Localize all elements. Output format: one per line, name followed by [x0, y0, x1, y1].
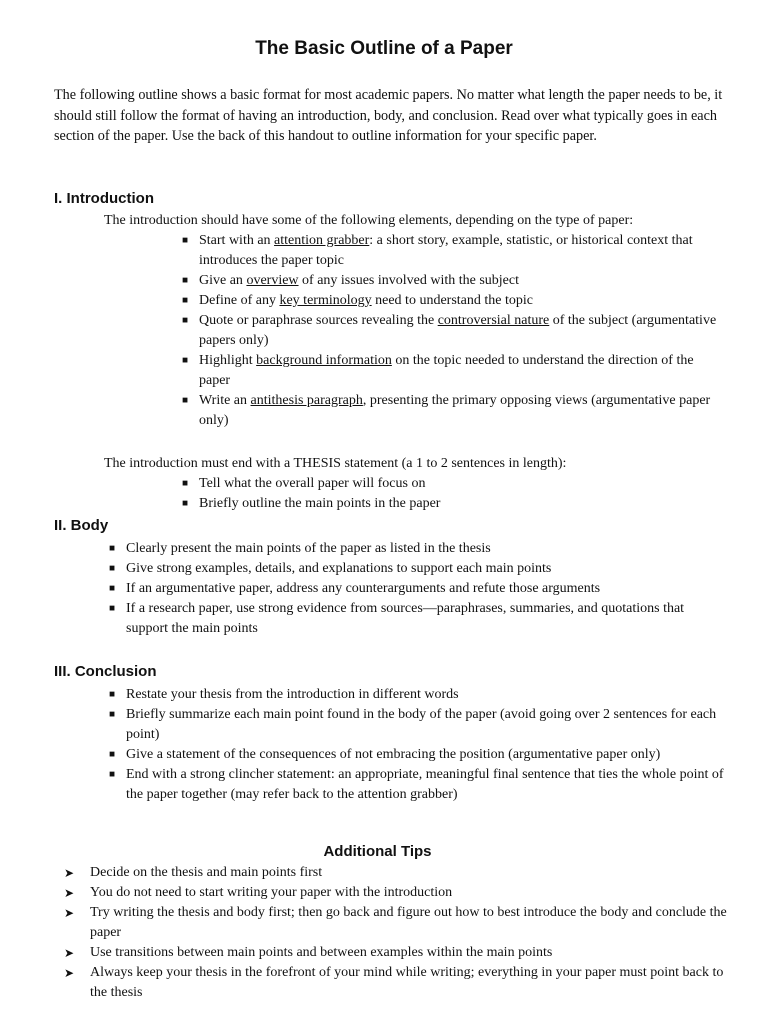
bullet-icon: ■	[108, 603, 116, 614]
arrow-bullet-icon: ➤	[64, 866, 75, 880]
bullet-icon: ■	[181, 315, 189, 326]
bullet-icon: ■	[181, 355, 189, 366]
introduction-elements-list	[181, 231, 727, 431]
bullet-icon: ■	[181, 478, 189, 489]
list-item: ■ Briefly outline the main points in the paper	[199, 494, 727, 514]
section-heading-conclusion: III. Conclusion	[54, 663, 157, 680]
arrow-bullet-icon: ➤	[64, 966, 75, 980]
list-item: ■ Quote or paraphrase sources revealing the controversial nature of the subject (argumentative papers only)	[199, 311, 727, 351]
list-item: ■ Give an overview of any issues involved with the subject	[199, 271, 727, 291]
list-item: ■ Give a statement of the consequences of not embracing the position (argumentative paper only)	[126, 745, 726, 765]
conclusion-list	[108, 685, 726, 805]
list-item: ■ Tell what the overall paper will focus on	[199, 474, 727, 494]
list-item: ■ Briefly summarize each main point found in the body of the paper (avoid going over 2 sentences for each point)	[126, 705, 726, 745]
list-item: ➤ Try writing the thesis and body first; then go back and figure out how to best introduce the body and conclude the paper	[64, 905, 727, 940]
list-item: ■ If an argumentative paper, address any counterarguments and refute those arguments	[126, 579, 726, 599]
list-item: ■ Define of any key terminology need to understand the topic	[199, 291, 727, 311]
intro-paragraph: The following outline shows a basic format for most academic papers. No matter what length the paper needs to be, it should still follow the format of having an introduction, body, and conclusion. Read over what typically goes in each section of the paper. Use the back of this handout to outline information for your specific paper.	[54, 87, 723, 144]
bullet-icon: ■	[108, 543, 116, 554]
bullet-icon: ■	[108, 769, 116, 780]
bullet-icon: ■	[181, 395, 189, 406]
introduction-lead: The introduction should have some of the following elements, depending on the type of paper:	[104, 213, 634, 228]
list-item: ➤ You do not need to start writing your paper with the introduction	[90, 883, 730, 903]
section-heading-introduction: I. Introduction	[54, 190, 154, 207]
thesis-list	[181, 474, 727, 514]
list-item: ■ If a research paper, use strong evidence from sources—paraphrases, summaries, and quotations that support the main points	[126, 599, 726, 639]
list-item: ■ Clearly present the main points of the paper as listed in the thesis	[126, 539, 726, 559]
bullet-icon: ■	[181, 498, 189, 509]
page-title: The Basic Outline of a Paper	[255, 38, 513, 59]
list-item: ■ Restate your thesis from the introduction in different words	[126, 685, 726, 705]
list-item: ■ Highlight background information on the topic needed to understand the direction of the paper	[199, 351, 727, 391]
bullet-icon: ■	[181, 295, 189, 306]
list-item: ➤ Always keep your thesis in the forefront of your mind while writing; everything in your paper must point back to the thesis	[64, 965, 724, 1000]
arrow-bullet-icon: ➤	[64, 886, 75, 900]
arrow-bullet-icon: ➤	[64, 906, 75, 920]
thesis-lead: The introduction must end with a THESIS statement (a 1 to 2 sentences in length):	[104, 456, 567, 471]
arrow-bullet-icon: ➤	[64, 946, 75, 960]
list-item: ➤ Decide on the thesis and main points first	[90, 863, 730, 883]
list-item: ■ Give strong examples, details, and explanations to support each main points	[126, 559, 726, 579]
section-heading-body: II. Body	[54, 517, 109, 534]
bullet-icon: ■	[108, 563, 116, 574]
list-item: ■ Start with an attention grabber: a short story, example, statistic, or historical context that introduces the paper topic	[199, 231, 727, 271]
list-item: ➤ Use transitions between main points and between examples within the main points	[90, 943, 730, 963]
bullet-icon: ■	[108, 749, 116, 760]
tips-list	[64, 863, 730, 1003]
bullet-icon: ■	[108, 709, 116, 720]
body-list	[108, 539, 726, 639]
list-item: ■ Write an antithesis paragraph, presenting the primary opposing views (argumentative paper only)	[199, 391, 727, 431]
tips-heading: Additional Tips	[323, 843, 432, 860]
list-item: ■ End with a strong clincher statement: an appropriate, meaningful final sentence that ties the whole point of the paper together (may refer back to the attention grabber)	[126, 765, 726, 805]
bullet-icon: ■	[108, 583, 116, 594]
bullet-icon: ■	[181, 275, 189, 286]
bullet-icon: ■	[108, 689, 116, 700]
bullet-icon: ■	[181, 235, 189, 246]
